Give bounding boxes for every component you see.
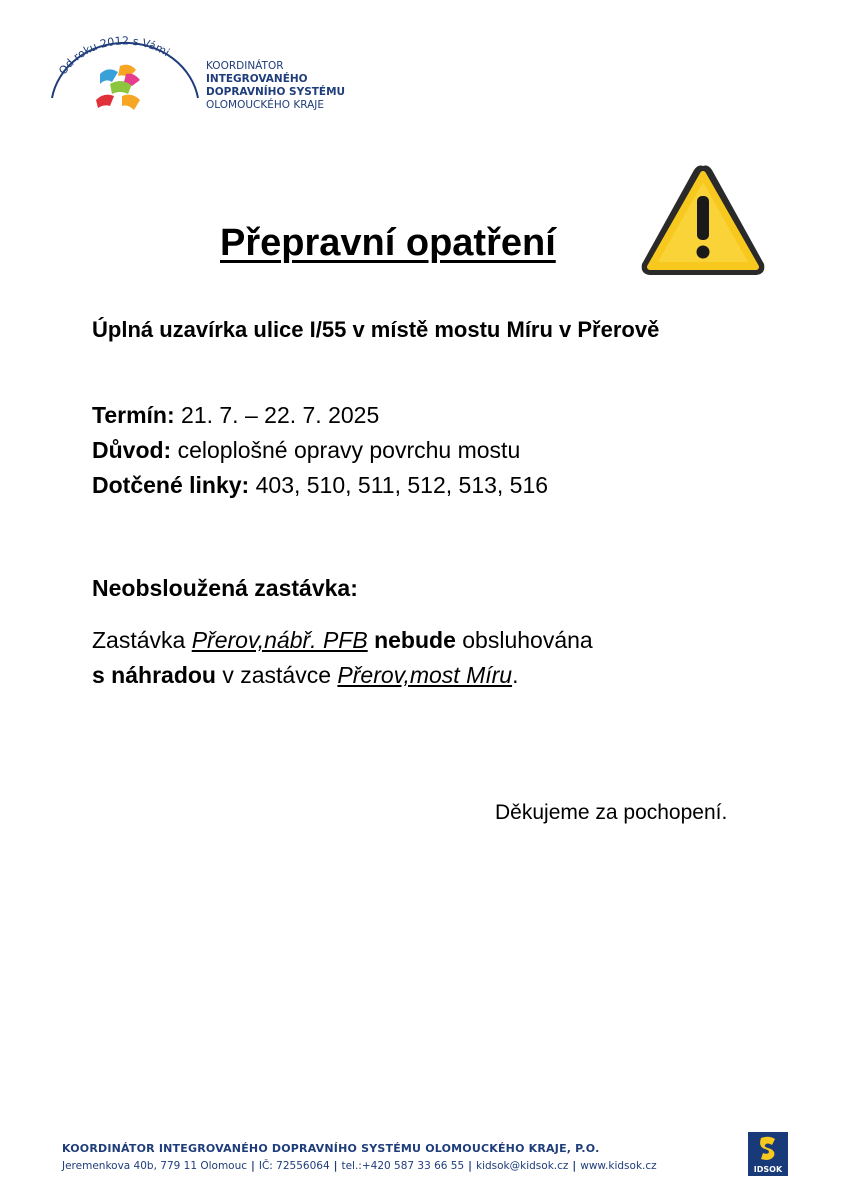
logo-line-4: OLOMOUCKÉHO KRAJE bbox=[206, 99, 325, 111]
page-title: Přepravní opatření bbox=[220, 222, 556, 264]
replacement-stop-name: Přerov,most Míru bbox=[337, 662, 513, 688]
footer-web[interactable]: www.kidsok.cz bbox=[580, 1160, 657, 1172]
unserved-stop-heading: Neobsloužená zastávka: bbox=[92, 575, 358, 601]
closure-subtitle: Úplná uzavírka ulice I/55 v místě mostu Míru v Přerově bbox=[92, 317, 660, 342]
warning-icon bbox=[638, 160, 768, 280]
lines-label: Dotčené linky: bbox=[92, 472, 250, 498]
lines-value: 403, 510, 511, 512, 513, 516 bbox=[249, 472, 549, 498]
footer-address: Jeremenkova 40b, 779 11 Olomouc bbox=[62, 1160, 248, 1172]
stop-text-1b: nebude bbox=[367, 627, 456, 653]
stop-text-2b: v zastávce bbox=[215, 662, 338, 688]
info-term bbox=[92, 402, 379, 429]
logo-line-1: KOORDINÁTOR bbox=[206, 60, 284, 72]
footer-org-name: KOORDINÁTOR INTEGROVANÉHO DOPRAVNÍHO SYSTÉMU OLOMOUCKÉHO KRAJE, P.O. bbox=[62, 1142, 600, 1155]
idsok-logo-mark-icon bbox=[748, 1132, 788, 1164]
info-lines bbox=[92, 472, 548, 499]
term-value: 21. 7. – 22. 7. 2025 bbox=[174, 402, 380, 428]
logo-line-3: DOPRAVNÍHO SYSTÉMU bbox=[206, 86, 346, 98]
reason-label: Důvod: bbox=[92, 437, 172, 463]
stop-paragraph-line-1 bbox=[92, 627, 593, 654]
logo-arc-text: Od roku 2012 s Vámi bbox=[56, 34, 172, 78]
thanks-text: Děkujeme za pochopení. bbox=[495, 801, 728, 824]
kidsok-logo bbox=[48, 26, 348, 126]
idsok-logo bbox=[748, 1132, 788, 1176]
idsok-label: IDSOK bbox=[753, 1165, 783, 1174]
logo-line-2: INTEGROVANÉHO bbox=[206, 73, 308, 85]
footer-email[interactable]: kidsok@kidsok.cz bbox=[476, 1160, 569, 1172]
logo-org-text bbox=[206, 60, 345, 112]
stop-text-1a: Zastávka bbox=[92, 627, 192, 653]
info-reason bbox=[92, 437, 520, 464]
term-label: Termín: bbox=[92, 402, 175, 428]
reason-value: celoplošné opravy povrchu mostu bbox=[171, 437, 521, 463]
kidsok-logo-mark bbox=[48, 26, 208, 126]
footer-phone: tel.:+420 587 33 66 55 bbox=[341, 1160, 465, 1172]
footer-contacts: Jeremenkova 40b, 779 11 Olomouc | IČ: 72556064 | tel.:+420 587 33 66 55 | kidsok@kidsok.cz | www.kidsok.cz bbox=[62, 1160, 657, 1172]
unserved-stop-name: Přerov,nábř. PFB bbox=[191, 627, 368, 653]
stop-text-1c: obsluhována bbox=[455, 627, 593, 653]
footer-ico: IČ: 72556064 bbox=[258, 1160, 330, 1172]
stop-text-2a: s náhradou bbox=[92, 662, 216, 688]
stop-paragraph-line-2 bbox=[92, 662, 518, 689]
stop-text-2c: . bbox=[512, 662, 519, 688]
